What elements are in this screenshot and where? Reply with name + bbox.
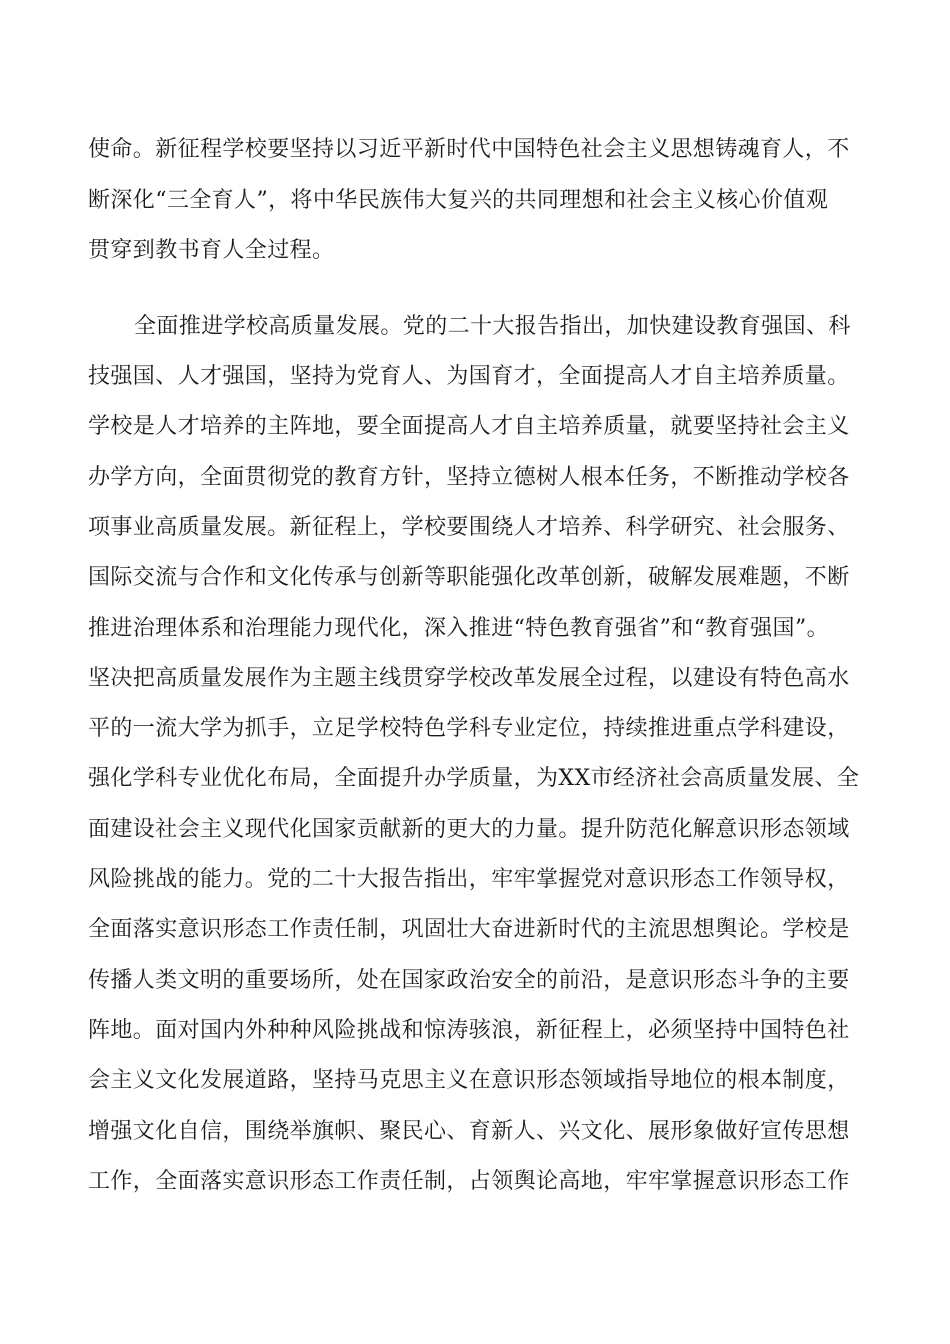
text-line: 风险挑战的能力。党的二十大报告指出，牢牢掌握党对意识形态工作领导权，	[88, 867, 850, 892]
text-line: 阵地。面对国内外种种风险挑战和惊涛骇浪，新征程上，必须坚持中国特色社	[88, 1018, 850, 1043]
text-line: 学校是人才培养的主阵地，要全面提高人才自主培养质量，就要坚持社会主义	[88, 414, 850, 439]
text-line: 全面落实意识形态工作责任制，巩固壮大奋进新时代的主流思想舆论。学校是	[88, 917, 850, 942]
text-line: 传播人类文明的重要场所，处在国家政治安全的前沿，是意识形态斗争的主要	[88, 968, 850, 993]
text-line: 会主义文化发展道路，坚持马克思主义在意识形态领域指导地位的根本制度，	[88, 1068, 850, 1093]
text-line: 国际交流与合作和文化传承与创新等职能强化改革创新，破解发展难题，不断	[88, 565, 850, 590]
text-line: 工作，全面落实意识形态工作责任制，占领舆论高地，牢牢掌握意识形态工作	[88, 1169, 850, 1194]
text-line: 强化学科专业优化布局，全面提升办学质量，为XX市经济社会高质量发展、全	[88, 766, 860, 791]
text-line: 断深化“三全育人”，将中华民族伟大复兴的共同理想和社会主义核心价值观	[88, 188, 829, 213]
text-line: 全面推进学校高质量发展。党的二十大报告指出，加快建设教育强国、科	[134, 314, 851, 339]
text-line: 面建设社会主义现代化国家贡献新的更大的力量。提升防范化解意识形态领域	[88, 817, 850, 842]
text-line: 坚决把高质量发展作为主题主线贯穿学校改革发展全过程，以建设有特色高水	[88, 666, 850, 691]
text-line: 推进治理体系和治理能力现代化，深入推进“特色教育强省”和“教育强国”。	[88, 616, 829, 641]
text-line: 项事业高质量发展。新征程上，学校要围绕人才培养、科学研究、社会服务、	[88, 515, 850, 540]
text-line: 贯穿到教书育人全过程。	[88, 238, 335, 263]
text-line: 办学方向，全面贯彻党的教育方针，坚持立德树人根本任务，不断推动学校各	[88, 465, 850, 490]
text-line: 使命。新征程学校要坚持以习近平新时代中国特色社会主义思想铸魂育人，不	[88, 137, 850, 162]
text-line: 增强文化自信，围绕举旗帜、聚民心、育新人、兴文化、展形象做好宣传思想	[88, 1119, 850, 1144]
text-line: 平的一流大学为抓手，立足学校特色学科专业定位，持续推进重点学科建设，	[88, 716, 850, 741]
text-line: 技强国、人才强国，坚持为党育人、为国育才，全面提高人才自主培养质量。	[88, 364, 850, 389]
